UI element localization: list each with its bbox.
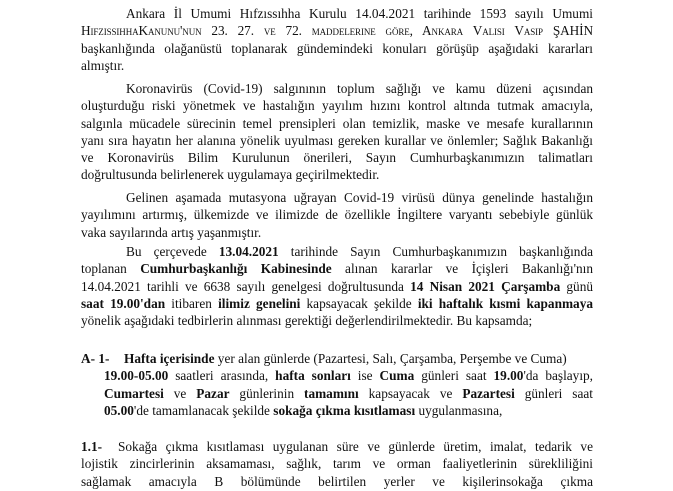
list-item-a1 <box>81 350 593 422</box>
item-number: A- 1- <box>81 351 110 366</box>
list-item-1-1 <box>81 438 593 491</box>
text-line: 19.00-05.00 saatleri arasında, hafta sonları ise Cuma günleri saat 19.00'da başlayıp, <box>104 368 593 384</box>
text-line: Koronavirüs (Covid-19) salgınının toplum sağlığı ve kamu düzeni açısından <box>126 81 593 96</box>
text-line: Gelinen aşamada mutasyona uğrayan Covid-19 virüsü dünya genelinde hastalığın <box>126 190 593 205</box>
text-line: yanı sıra hayatın her alanına yönelik uyulması gereken kurallar ve önlemler; Sağlık Bakanlığı <box>81 132 593 148</box>
text-line: saat 19.00'dan itibaren ilimiz genelini kapsayacak şekilde iki haftalık kısmi kapanmaya <box>81 295 594 311</box>
text-line: almıştır. <box>81 57 125 73</box>
text-line: toplanan Cumhurbaşkanlığı Kabinesinde alınan kararlar ve İçişleri Bakanlığı'nın <box>81 261 593 277</box>
text-line: 05.00'de tamamlanacak şekilde sokağa çıkma kısıtlaması uygulanmasına, <box>104 402 503 418</box>
item-body <box>104 350 593 419</box>
text-line: doğrultusunda belirlenerek uygulamaya geçirilmektedir. <box>81 167 380 183</box>
text-line: Sokağa çıkma kısıtlaması uygulanan süre ve günlerde üretim, imalat, tedarik ve <box>118 439 593 454</box>
text-line: Cumartesi ve Pazar günlerinin tamamını kapsayacak ve Pazartesi günleri saat <box>104 385 593 401</box>
text-line: 14.04.2021 tarihli ve 6638 sayılı genelgesi doğrultusunda 14 Nisan 2021 Çarşamba günü <box>81 278 593 294</box>
item-number: 1.1- <box>81 439 103 454</box>
text-line: Ankara İl Umumi Hıfzıssıhha Kurulu 14.04.2021 tarihinde 1593 sayılı Umumi <box>126 6 593 21</box>
text-line: başkanlığında olağanüstü toplanarak gündemindeki konuları görüşüp aşağıdaki kararları <box>81 40 593 56</box>
text-line: oluşturduğu riski yönetmek ve hastalığın yayılım hızını kontrol altında tutmak amacıyla, <box>81 98 593 114</box>
paragraph-covid-rules <box>81 80 593 184</box>
text-line: salgınla mücadele sürecinin temel prensipleri olan temizlik, maske ve mesafe kurallarının <box>81 115 593 131</box>
text-line: Hafta içerisinde yer alan günlerde (Pazartesi, Salı, Çarşamba, Perşembe ve Cuma) <box>124 351 567 366</box>
text-line: yönelik aşağıdaki tedbirlerin alınması gerektiği değerlendirilmektedir. Bu kapsamda; <box>81 313 533 329</box>
text-line: HıfzıssıhhaKanunu'nun 23. 27. ve 72. maddelerine göre, Ankara Valisi Vasip ŞAHİN <box>81 23 593 39</box>
paragraph-intro <box>81 5 593 74</box>
text-line: yayılımını artırmış, ülkemizde ve ilimizde de özellikle İngiltere varyantı sebebiyle günlük <box>81 207 593 223</box>
text-line: Bu çerçevede 13.04.2021 tarihinde Sayın Cumhurbaşkanımızın başkanlığında <box>126 244 593 259</box>
text-line: sağlamak amacıyla B bölümünde belirtilen yerler ve kişilerinsokağa çıkma <box>81 473 593 489</box>
text-line: vaka sayılarında artış yaşanmıştır. <box>81 224 262 240</box>
text-line: lojistik zincirlerinin aksamaması, sağlık, tarım ve orman faaliyetlerinin sürekliliğini <box>81 456 593 472</box>
paragraph-decision-basis <box>81 243 593 329</box>
paragraph-mutation <box>81 189 593 241</box>
text-line: ve Koronavirüs Bilim Kurulunun önerileri, Sayın Cumhurbaşkanımızın talimatları <box>81 150 593 166</box>
